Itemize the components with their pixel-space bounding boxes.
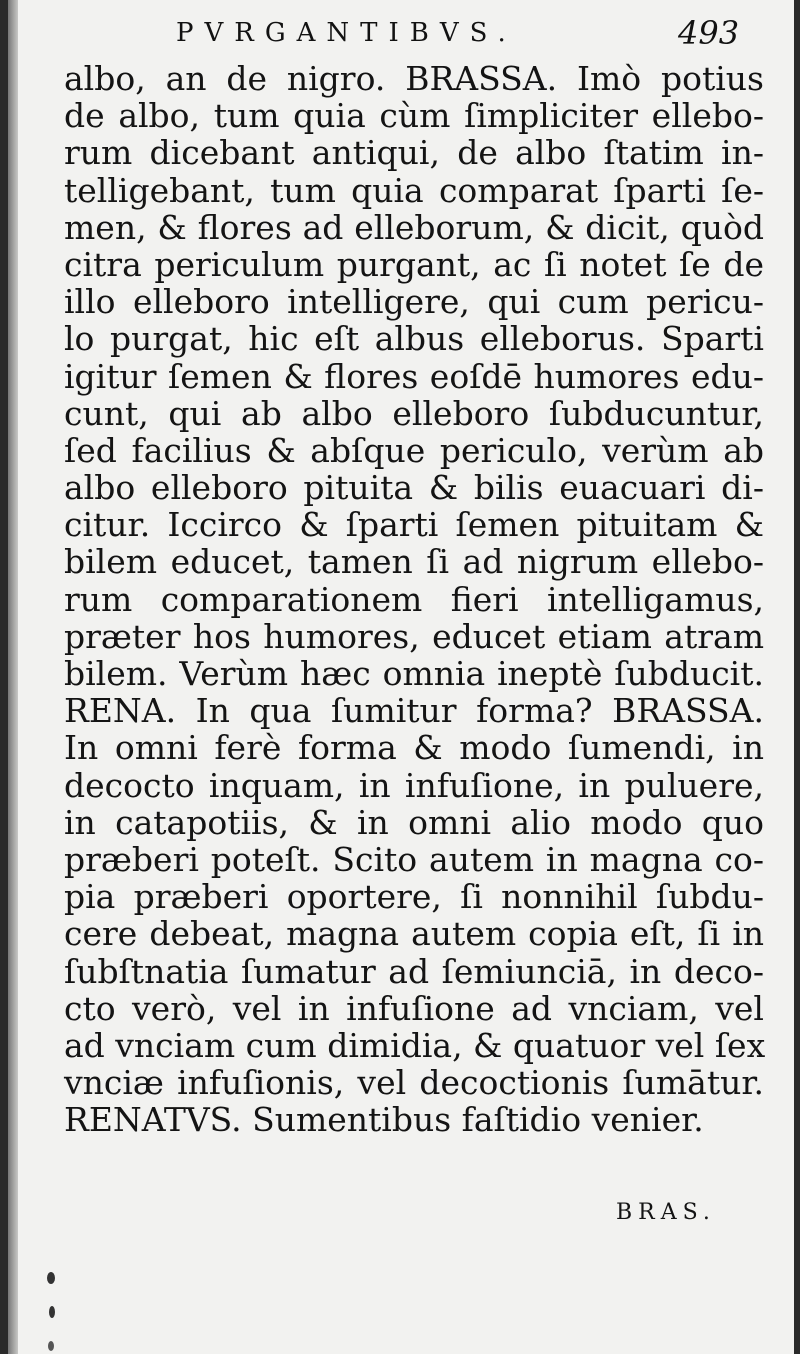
text-line: lo purgat, hic eſt albus elleborus. Sparti — [64, 319, 764, 359]
text-line: cunt, qui ab albo elleboro ſubducuntur, — [64, 393, 764, 433]
text-line: rum comparationem fieri intelligamus, — [64, 579, 764, 619]
text-line: ſed facilius & abſque periculo, verùm ab — [64, 430, 764, 470]
text-line: bilem educet, tamen ſi ad nigrum ellebo- — [64, 542, 764, 582]
text-line: præberi poteſt. Scito autem in magna co- — [64, 839, 764, 879]
text-line: rum dicebant antiqui, de albo ſtatim in- — [64, 133, 764, 173]
text-line: ſubſtnatia ſumatur ad ſemiunciā, in deco- — [64, 951, 764, 991]
text-line: telligebant, tum quia comparat ſparti ſe- — [64, 170, 764, 210]
page-header — [158, 14, 748, 54]
text-line: In omni ferè forma & modo ſumendi, in — [64, 728, 764, 768]
text-line: RENATVS. Sumentibus faſtidio venier. — [64, 1100, 704, 1140]
text-line: cere debeat, magna autem copia eſt, ſi in — [64, 914, 764, 954]
text-line: RENA. In qua ſumitur forma? BRASSA. — [64, 691, 764, 731]
text-line: igitur ſemen & flores eoſdē humores edu- — [64, 356, 764, 396]
text-line: men, & flores ad elleborum, & dicit, quòd — [64, 207, 764, 247]
text-line: albo elleboro pituita & bilis euacuari di- — [64, 468, 764, 508]
text-line: cto verò, vel in infuſione ad vnciam, vel — [64, 988, 764, 1028]
text-line: vnciæ infuſionis, vel decoctionis ſumātur. — [64, 1063, 764, 1103]
text-line: illo elleboro intelligere, qui cum pericu- — [64, 282, 764, 322]
text-line: bilem. Verùm hæc omnia ineptè ſubducit. — [64, 654, 764, 693]
text-line: albo, an de nigro. BRASSA. Imò potius — [64, 59, 764, 98]
text-line: de albo, tum quia cùm ſimpliciter ellebo- — [64, 96, 764, 136]
text-line: decocto inquam, in infuſione, in puluere, — [64, 765, 764, 805]
running-title: PVRGANTIBVS. — [176, 18, 517, 48]
catchword: BRAS. — [616, 1200, 716, 1225]
text-line: citur. Iccirco & ſparti ſemen pituitam & — [64, 505, 764, 545]
text-line: pia præberi oportere, ſi nonnihil ſubdu- — [64, 877, 764, 917]
binding-hole-marks — [44, 1268, 60, 1354]
book-page — [8, 0, 794, 1354]
body-text — [64, 60, 764, 1138]
text-line: præter hos humores, educet etiam atram — [64, 616, 764, 656]
text-line: ad vnciam cum dimidia, & quatuor vel ſex — [64, 1025, 766, 1065]
text-line: in catapotiis, & in omni alio modo quo — [64, 802, 764, 842]
page-number: 493 — [678, 14, 740, 52]
text-line: citra periculum purgant, ac ſi notet ſe de — [64, 244, 764, 284]
page-gutter-shadow — [8, 0, 18, 1354]
